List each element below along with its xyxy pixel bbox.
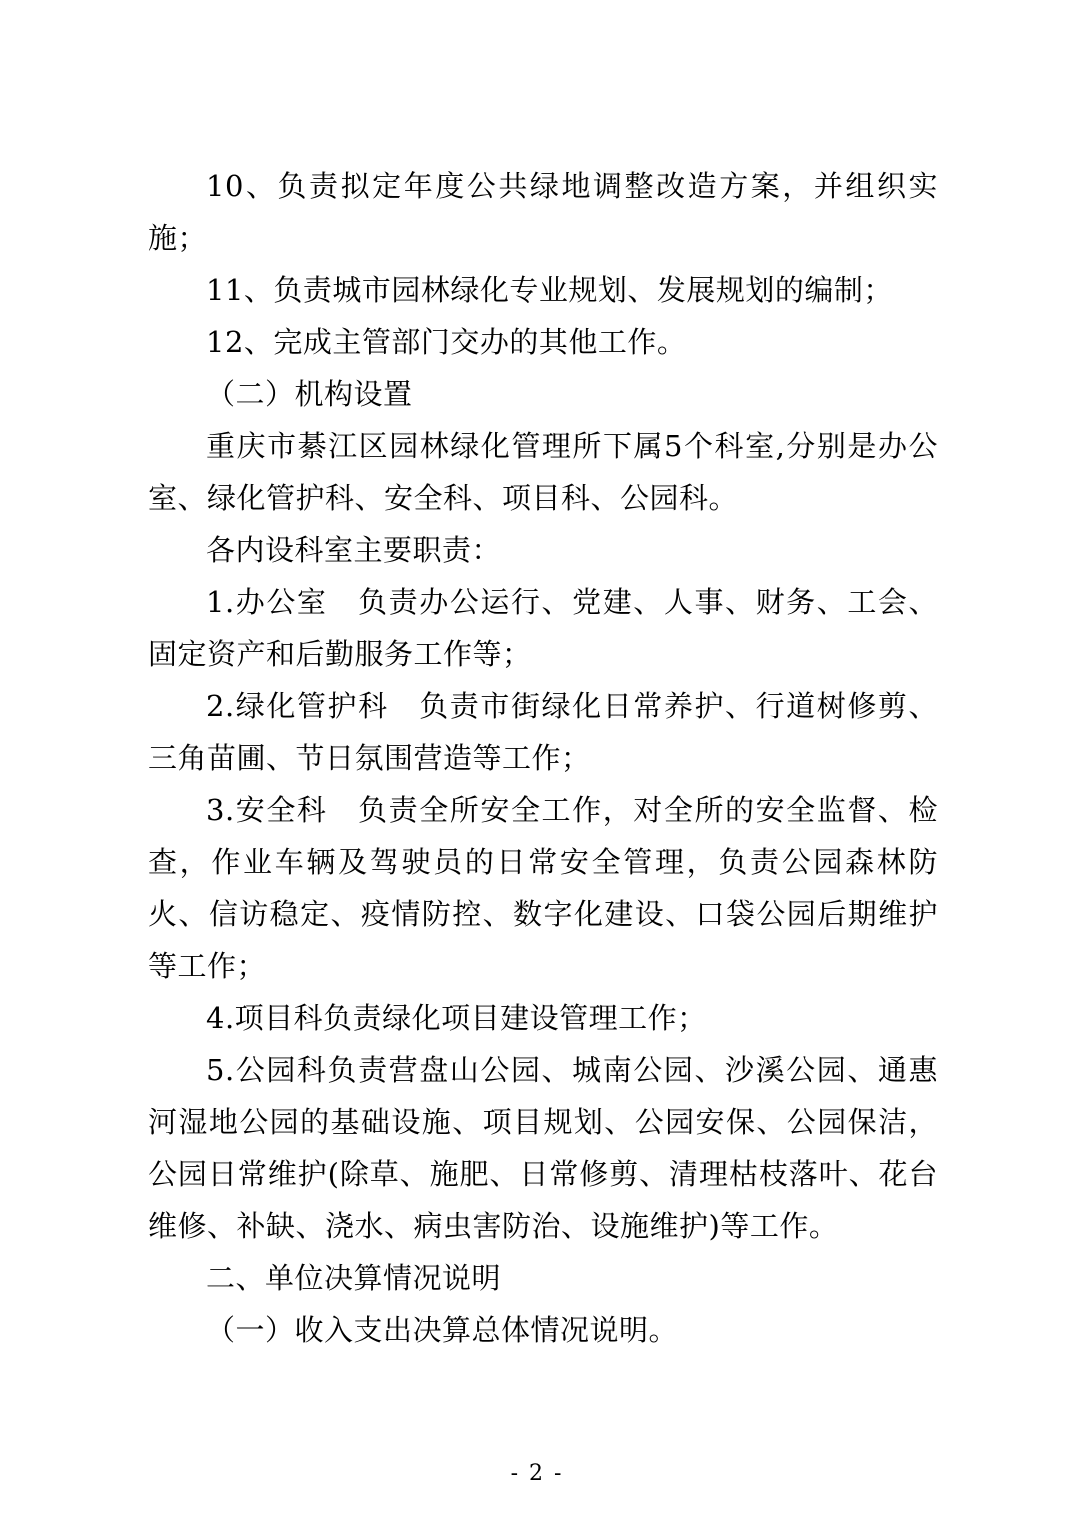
- paragraph-duty-3-safety: 3.安全科 负责全所安全工作，对全所的安全监督、检查，作业车辆及驾驶员的日常安全管理，负责公园森林防火、信访稳定、疫情防控、数字化建设、口袋公园后期维护等工作；: [148, 793, 938, 983]
- paragraph-duties-intro: 各内设科室主要职责：: [206, 533, 502, 567]
- paragraph-duty-5-park: 5.公园科负责营盘山公园、城南公园、沙溪公园、通惠河湿地公园的基础设施、项目规划、公园安保、公园保洁，公园日常维护(除草、施肥、日常修剪、清理枯枝落叶、花台维修、补缺、浇水、病虫害防治、设施维护)等工作。: [148, 1053, 938, 1243]
- heading-section-two-one: （一）收入支出决算总体情况说明。: [206, 1313, 679, 1347]
- paragraph-org-overview: 重庆市綦江区园林绿化管理所下属5个科室,分别是办公室、绿化管护科、安全科、项目科、公园科。: [148, 429, 938, 515]
- paragraph-duty-2-greening: 2.绿化管护科 负责市街绿化日常养护、行道树修剪、三角苗圃、节日氛围营造等工作；: [148, 689, 938, 775]
- paragraph-duty-4-project: 4.项目科负责绿化项目建设管理工作；: [206, 1001, 707, 1035]
- page-number: - 2 -: [510, 1461, 564, 1486]
- paragraph-item-12: 12、完成主管部门交办的其他工作。: [206, 325, 687, 359]
- heading-section-2: （二）机构设置: [206, 377, 413, 411]
- paragraph-item-11: 11、负责城市园林绿化专业规划、发展规划的编制；: [206, 273, 893, 307]
- document-body: [148, 160, 938, 1356]
- paragraph-item-10: 10、负责拟定年度公共绿地调整改造方案，并组织实施；: [148, 169, 938, 255]
- heading-section-two: 二、单位决算情况说明: [206, 1261, 502, 1295]
- paragraph-duty-1-office: 1.办公室 负责办公运行、党建、人事、财务、工会、固定资产和后勤服务工作等；: [148, 585, 938, 671]
